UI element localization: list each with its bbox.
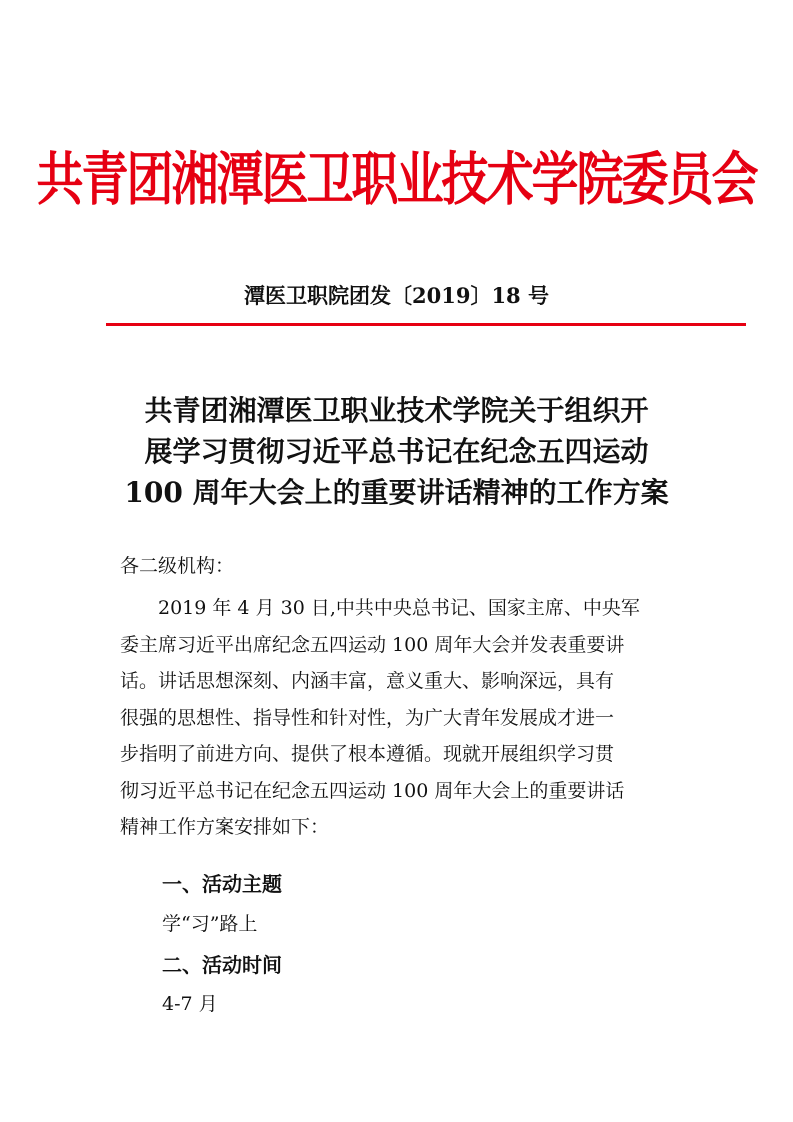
masthead-organization: 共青团湘潭医卫职业技术学院委员会 — [36, 146, 757, 214]
section-content-time: 4-7 月 — [162, 993, 218, 1015]
paragraph-line: 委主席习近平出席纪念五四运动 100 周年大会并发表重要讲 — [120, 633, 625, 656]
paragraph-line: 精神工作方案安排如下： — [120, 816, 330, 838]
title-line: 展学习贯彻习近平总书记在纪念五四运动 — [144, 435, 649, 468]
title-line: 共青团湘潭医卫职业技术学院关于组织开 — [144, 394, 649, 427]
intro-paragraph — [120, 590, 685, 846]
paragraph-line: 2019 年 4 月 30 日,中共中央总书记、国家主席、中央军 — [158, 597, 640, 619]
document-number: 潭医卫职院团发〔2019〕18 号 — [244, 283, 549, 308]
section-content-theme: 学“习”路上 — [162, 913, 258, 935]
document-title — [90, 390, 703, 513]
addressee: 各二级机构： — [120, 555, 235, 577]
section-heading-theme: 一、活动主题 — [162, 872, 282, 896]
section-heading-time: 二、活动时间 — [162, 953, 282, 977]
paragraph-line: 话。讲话思想深刻、内涵丰富，意义重大、影响深远，具有 — [120, 670, 615, 692]
paragraph-line: 彻习近平总书记在纪念五四运动 100 周年大会上的重要讲话 — [120, 779, 625, 802]
paragraph-line: 步指明了前进方向、提供了根本遵循。现就开展组织学习贯 — [120, 743, 615, 765]
paragraph-line: 很强的思想性、指导性和针对性，为广大青年发展成才进一 — [120, 706, 615, 729]
red-divider-line — [106, 323, 746, 326]
title-line: 100 周年大会上的重要讲话精神的工作方案 — [124, 476, 669, 509]
